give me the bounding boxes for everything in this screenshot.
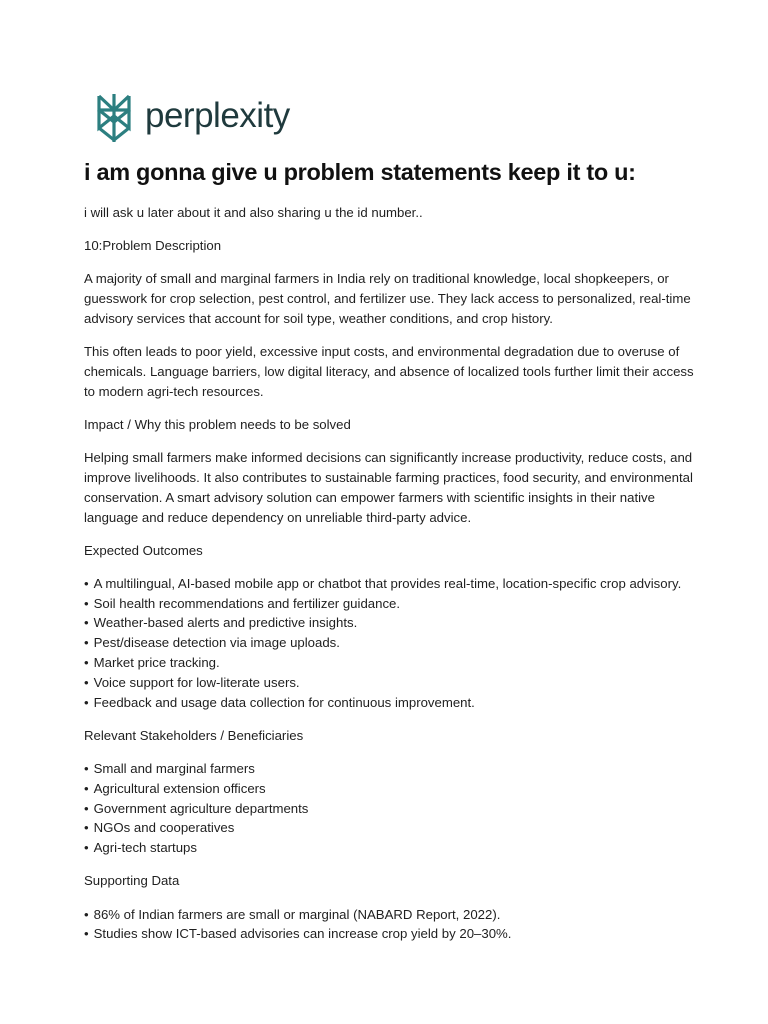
page-title: i am gonna give u problem statements keep it to u: [84,159,636,185]
list-item: • 86% of Indian farmers are small or marginal (NABARD Report, 2022). [84,905,694,925]
list-item: • Feedback and usage data collection for continuous improvement. [84,693,694,713]
list-item: • Government agriculture departments [84,799,694,819]
list-item: • Voice support for low-literate users. [84,673,694,693]
supporting-heading: Supporting Data [84,873,180,889]
supporting-list [84,905,694,945]
list-item: • Studies show ICT-based advisories can increase crop yield by 20–30%. [84,924,694,944]
stakeholders-list [84,759,694,858]
list-item: • Small and marginal farmers [84,759,694,779]
problem-heading: 10:Problem Description [84,238,222,254]
list-item: • Weather-based alerts and predictive insights. [84,613,694,633]
list-item: • A multilingual, AI-based mobile app or chatbot that provides real-time, location-specific crop advisory. [84,574,694,594]
list-item: • NGOs and cooperatives [84,818,694,838]
impact-paragraph: Helping small farmers make informed decisions can significantly increase productivity, reduce costs, and improve livelihoods. It also contributes to sustainable farming practices, food security, and environmental conservation. A smart advisory solution can empower farmers with scientific insights in their native language and reduce dependency on unreliable third-party advice. [84,450,693,525]
intro-text: i will ask u later about it and also sharing u the id number.. [84,205,423,220]
brand-logo [94,92,290,144]
problem-paragraph: This often leads to poor yield, excessive input costs, and environmental degradation due to overuse of chemicals. Language barriers, low digital literacy, and absence of localized tools further limit their access to modern agri-tech resources. [84,344,694,399]
list-item: • Agricultural extension officers [84,779,694,799]
outcomes-list [84,574,694,713]
outcomes-heading: Expected Outcomes [84,542,203,558]
problem-paragraph: A majority of small and marginal farmers in India rely on traditional knowledge, local shopkeepers, or guesswork for crop selection, pest control, and fertilizer use. They lack access to personalized, real-time advisory services that account for soil type, weather conditions, and crop history. [84,271,691,326]
list-item: • Soil health recommendations and fertilizer guidance. [84,594,694,614]
perplexity-logo-icon [94,92,134,144]
stakeholders-heading: Relevant Stakeholders / Beneficiaries [84,727,304,743]
impact-heading: Impact / Why this problem needs to be solved [84,416,351,432]
document-body [84,203,694,958]
list-item: • Market price tracking. [84,653,694,673]
brand-name: perplexity [145,95,290,135]
list-item: • Agri-tech startups [84,838,694,858]
list-item: • Pest/disease detection via image uploads. [84,633,694,653]
